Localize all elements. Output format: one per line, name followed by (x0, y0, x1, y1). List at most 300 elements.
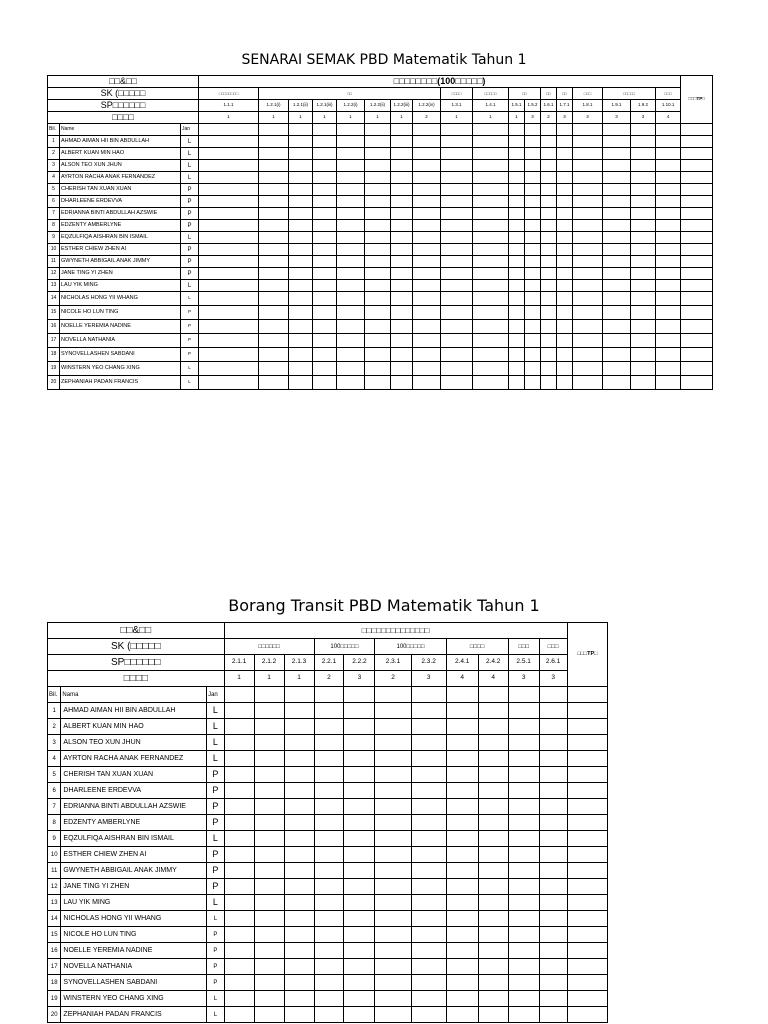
mark-cell[interactable] (478, 895, 508, 911)
mark-cell[interactable] (557, 280, 573, 292)
mark-cell[interactable] (573, 256, 603, 268)
mark-cell[interactable] (631, 280, 656, 292)
mark-cell[interactable] (411, 895, 446, 911)
mark-cell[interactable] (254, 847, 284, 863)
mark-cell[interactable] (446, 767, 478, 783)
mark-cell[interactable] (681, 268, 713, 280)
mark-cell[interactable] (313, 220, 337, 232)
mark-cell[interactable] (446, 831, 478, 847)
mark-cell[interactable] (525, 292, 541, 306)
empty-cell[interactable] (631, 124, 656, 136)
mark-cell[interactable] (539, 751, 567, 767)
mark-cell[interactable] (681, 172, 713, 184)
mark-cell[interactable] (413, 148, 441, 160)
mark-cell[interactable] (509, 376, 525, 390)
mark-cell[interactable] (365, 334, 391, 348)
mark-cell[interactable] (478, 767, 508, 783)
mark-cell[interactable] (313, 348, 337, 362)
mark-cell[interactable] (259, 306, 289, 320)
empty-cell[interactable] (224, 687, 254, 703)
mark-cell[interactable] (375, 991, 411, 1007)
mark-cell[interactable] (199, 362, 259, 376)
empty-cell[interactable] (525, 124, 541, 136)
mark-cell[interactable] (441, 208, 473, 220)
mark-cell[interactable] (656, 256, 681, 268)
mark-cell[interactable] (254, 879, 284, 895)
mark-cell[interactable] (539, 911, 567, 927)
mark-cell[interactable] (199, 376, 259, 390)
mark-cell[interactable] (284, 703, 314, 719)
mark-cell[interactable] (478, 831, 508, 847)
mark-cell[interactable] (391, 320, 413, 334)
mark-cell[interactable] (681, 280, 713, 292)
mark-cell[interactable] (289, 208, 313, 220)
mark-cell[interactable] (539, 703, 567, 719)
mark-cell[interactable] (413, 196, 441, 208)
mark-cell[interactable] (557, 196, 573, 208)
mark-cell[interactable] (478, 799, 508, 815)
mark-cell[interactable] (313, 196, 337, 208)
mark-cell[interactable] (567, 943, 607, 959)
mark-cell[interactable] (603, 362, 631, 376)
mark-cell[interactable] (525, 184, 541, 196)
mark-cell[interactable] (539, 895, 567, 911)
mark-cell[interactable] (508, 959, 539, 975)
mark-cell[interactable] (573, 292, 603, 306)
mark-cell[interactable] (313, 292, 337, 306)
mark-cell[interactable] (539, 975, 567, 991)
mark-cell[interactable] (314, 799, 344, 815)
mark-cell[interactable] (656, 320, 681, 334)
mark-cell[interactable] (539, 831, 567, 847)
mark-cell[interactable] (441, 172, 473, 184)
mark-cell[interactable] (375, 911, 411, 927)
mark-cell[interactable] (567, 975, 607, 991)
mark-cell[interactable] (573, 376, 603, 390)
mark-cell[interactable] (284, 799, 314, 815)
mark-cell[interactable] (289, 306, 313, 320)
mark-cell[interactable] (441, 268, 473, 280)
mark-cell[interactable] (314, 991, 344, 1007)
empty-cell[interactable] (259, 124, 289, 136)
mark-cell[interactable] (631, 268, 656, 280)
mark-cell[interactable] (541, 256, 557, 268)
mark-cell[interactable] (508, 975, 539, 991)
mark-cell[interactable] (541, 362, 557, 376)
mark-cell[interactable] (567, 751, 607, 767)
mark-cell[interactable] (199, 232, 259, 244)
mark-cell[interactable] (259, 334, 289, 348)
mark-cell[interactable] (603, 172, 631, 184)
mark-cell[interactable] (411, 863, 446, 879)
mark-cell[interactable] (573, 232, 603, 244)
mark-cell[interactable] (337, 244, 365, 256)
mark-cell[interactable] (557, 292, 573, 306)
mark-cell[interactable] (411, 703, 446, 719)
mark-cell[interactable] (508, 927, 539, 943)
mark-cell[interactable] (284, 751, 314, 767)
mark-cell[interactable] (199, 196, 259, 208)
mark-cell[interactable] (681, 184, 713, 196)
mark-cell[interactable] (681, 306, 713, 320)
mark-cell[interactable] (259, 196, 289, 208)
empty-cell[interactable] (411, 687, 446, 703)
mark-cell[interactable] (337, 362, 365, 376)
mark-cell[interactable] (541, 136, 557, 148)
mark-cell[interactable] (541, 160, 557, 172)
mark-cell[interactable] (224, 831, 254, 847)
mark-cell[interactable] (567, 815, 607, 831)
mark-cell[interactable] (224, 703, 254, 719)
mark-cell[interactable] (199, 208, 259, 220)
mark-cell[interactable] (509, 208, 525, 220)
mark-cell[interactable] (391, 306, 413, 320)
mark-cell[interactable] (344, 943, 375, 959)
mark-cell[interactable] (199, 348, 259, 362)
mark-cell[interactable] (508, 767, 539, 783)
mark-cell[interactable] (337, 208, 365, 220)
mark-cell[interactable] (681, 160, 713, 172)
mark-cell[interactable] (289, 196, 313, 208)
mark-cell[interactable] (567, 799, 607, 815)
mark-cell[interactable] (541, 172, 557, 184)
mark-cell[interactable] (224, 767, 254, 783)
mark-cell[interactable] (567, 719, 607, 735)
mark-cell[interactable] (681, 196, 713, 208)
mark-cell[interactable] (344, 991, 375, 1007)
mark-cell[interactable] (557, 220, 573, 232)
mark-cell[interactable] (313, 268, 337, 280)
mark-cell[interactable] (603, 196, 631, 208)
mark-cell[interactable] (525, 196, 541, 208)
mark-cell[interactable] (525, 172, 541, 184)
mark-cell[interactable] (413, 320, 441, 334)
mark-cell[interactable] (365, 268, 391, 280)
mark-cell[interactable] (525, 220, 541, 232)
mark-cell[interactable] (603, 208, 631, 220)
empty-cell[interactable] (509, 124, 525, 136)
mark-cell[interactable] (573, 172, 603, 184)
mark-cell[interactable] (313, 256, 337, 268)
empty-cell[interactable] (199, 124, 259, 136)
mark-cell[interactable] (259, 244, 289, 256)
mark-cell[interactable] (557, 306, 573, 320)
mark-cell[interactable] (391, 136, 413, 148)
mark-cell[interactable] (539, 799, 567, 815)
mark-cell[interactable] (284, 991, 314, 1007)
empty-cell[interactable] (289, 124, 313, 136)
mark-cell[interactable] (289, 244, 313, 256)
mark-cell[interactable] (541, 268, 557, 280)
mark-cell[interactable] (446, 719, 478, 735)
mark-cell[interactable] (224, 735, 254, 751)
mark-cell[interactable] (365, 220, 391, 232)
mark-cell[interactable] (254, 831, 284, 847)
mark-cell[interactable] (541, 232, 557, 244)
mark-cell[interactable] (567, 959, 607, 975)
empty-cell[interactable] (284, 687, 314, 703)
mark-cell[interactable] (365, 148, 391, 160)
mark-cell[interactable] (365, 208, 391, 220)
mark-cell[interactable] (284, 927, 314, 943)
mark-cell[interactable] (224, 751, 254, 767)
mark-cell[interactable] (508, 783, 539, 799)
mark-cell[interactable] (375, 943, 411, 959)
empty-cell[interactable] (375, 687, 411, 703)
mark-cell[interactable] (314, 847, 344, 863)
mark-cell[interactable] (478, 863, 508, 879)
mark-cell[interactable] (365, 244, 391, 256)
mark-cell[interactable] (254, 1007, 284, 1023)
mark-cell[interactable] (573, 334, 603, 348)
mark-cell[interactable] (413, 232, 441, 244)
mark-cell[interactable] (314, 735, 344, 751)
mark-cell[interactable] (446, 895, 478, 911)
mark-cell[interactable] (337, 220, 365, 232)
mark-cell[interactable] (603, 280, 631, 292)
empty-cell[interactable] (365, 124, 391, 136)
mark-cell[interactable] (314, 815, 344, 831)
mark-cell[interactable] (441, 306, 473, 320)
mark-cell[interactable] (567, 831, 607, 847)
mark-cell[interactable] (224, 895, 254, 911)
mark-cell[interactable] (557, 334, 573, 348)
mark-cell[interactable] (375, 767, 411, 783)
mark-cell[interactable] (337, 172, 365, 184)
mark-cell[interactable] (509, 160, 525, 172)
mark-cell[interactable] (631, 196, 656, 208)
mark-cell[interactable] (411, 975, 446, 991)
mark-cell[interactable] (411, 943, 446, 959)
mark-cell[interactable] (284, 815, 314, 831)
mark-cell[interactable] (539, 767, 567, 783)
mark-cell[interactable] (259, 184, 289, 196)
mark-cell[interactable] (478, 703, 508, 719)
mark-cell[interactable] (446, 863, 478, 879)
mark-cell[interactable] (313, 148, 337, 160)
mark-cell[interactable] (289, 148, 313, 160)
mark-cell[interactable] (573, 220, 603, 232)
mark-cell[interactable] (289, 268, 313, 280)
mark-cell[interactable] (284, 911, 314, 927)
mark-cell[interactable] (413, 208, 441, 220)
mark-cell[interactable] (289, 160, 313, 172)
mark-cell[interactable] (413, 172, 441, 184)
mark-cell[interactable] (259, 348, 289, 362)
mark-cell[interactable] (573, 280, 603, 292)
mark-cell[interactable] (224, 911, 254, 927)
mark-cell[interactable] (541, 184, 557, 196)
mark-cell[interactable] (509, 292, 525, 306)
mark-cell[interactable] (525, 136, 541, 148)
mark-cell[interactable] (344, 959, 375, 975)
mark-cell[interactable] (508, 911, 539, 927)
empty-cell[interactable] (313, 124, 337, 136)
mark-cell[interactable] (473, 362, 509, 376)
empty-cell[interactable] (603, 124, 631, 136)
mark-cell[interactable] (289, 136, 313, 148)
mark-cell[interactable] (314, 751, 344, 767)
mark-cell[interactable] (413, 306, 441, 320)
mark-cell[interactable] (289, 256, 313, 268)
mark-cell[interactable] (557, 160, 573, 172)
mark-cell[interactable] (541, 376, 557, 390)
mark-cell[interactable] (656, 196, 681, 208)
mark-cell[interactable] (473, 208, 509, 220)
mark-cell[interactable] (344, 895, 375, 911)
mark-cell[interactable] (254, 751, 284, 767)
mark-cell[interactable] (337, 334, 365, 348)
mark-cell[interactable] (337, 320, 365, 334)
mark-cell[interactable] (344, 815, 375, 831)
empty-cell[interactable] (441, 124, 473, 136)
mark-cell[interactable] (509, 268, 525, 280)
mark-cell[interactable] (254, 735, 284, 751)
mark-cell[interactable] (391, 184, 413, 196)
mark-cell[interactable] (337, 280, 365, 292)
mark-cell[interactable] (391, 256, 413, 268)
mark-cell[interactable] (446, 751, 478, 767)
mark-cell[interactable] (224, 1007, 254, 1023)
mark-cell[interactable] (411, 847, 446, 863)
mark-cell[interactable] (391, 220, 413, 232)
mark-cell[interactable] (413, 244, 441, 256)
mark-cell[interactable] (446, 815, 478, 831)
empty-cell[interactable] (314, 687, 344, 703)
mark-cell[interactable] (313, 334, 337, 348)
mark-cell[interactable] (603, 306, 631, 320)
mark-cell[interactable] (473, 334, 509, 348)
mark-cell[interactable] (259, 376, 289, 390)
mark-cell[interactable] (567, 703, 607, 719)
mark-cell[interactable] (365, 320, 391, 334)
mark-cell[interactable] (441, 376, 473, 390)
mark-cell[interactable] (446, 975, 478, 991)
mark-cell[interactable] (337, 348, 365, 362)
mark-cell[interactable] (375, 895, 411, 911)
mark-cell[interactable] (259, 160, 289, 172)
mark-cell[interactable] (446, 959, 478, 975)
mark-cell[interactable] (224, 879, 254, 895)
mark-cell[interactable] (478, 959, 508, 975)
mark-cell[interactable] (681, 208, 713, 220)
mark-cell[interactable] (681, 376, 713, 390)
mark-cell[interactable] (603, 320, 631, 334)
mark-cell[interactable] (337, 160, 365, 172)
mark-cell[interactable] (473, 306, 509, 320)
mark-cell[interactable] (413, 334, 441, 348)
mark-cell[interactable] (573, 320, 603, 334)
mark-cell[interactable] (313, 320, 337, 334)
mark-cell[interactable] (259, 172, 289, 184)
mark-cell[interactable] (573, 348, 603, 362)
mark-cell[interactable] (284, 735, 314, 751)
mark-cell[interactable] (254, 719, 284, 735)
mark-cell[interactable] (365, 348, 391, 362)
mark-cell[interactable] (411, 959, 446, 975)
mark-cell[interactable] (557, 256, 573, 268)
mark-cell[interactable] (411, 799, 446, 815)
mark-cell[interactable] (314, 831, 344, 847)
mark-cell[interactable] (441, 136, 473, 148)
mark-cell[interactable] (391, 232, 413, 244)
mark-cell[interactable] (603, 244, 631, 256)
mark-cell[interactable] (254, 783, 284, 799)
mark-cell[interactable] (411, 927, 446, 943)
mark-cell[interactable] (656, 208, 681, 220)
mark-cell[interactable] (541, 320, 557, 334)
mark-cell[interactable] (284, 847, 314, 863)
mark-cell[interactable] (478, 1007, 508, 1023)
mark-cell[interactable] (284, 943, 314, 959)
mark-cell[interactable] (289, 172, 313, 184)
mark-cell[interactable] (254, 703, 284, 719)
mark-cell[interactable] (413, 268, 441, 280)
mark-cell[interactable] (567, 927, 607, 943)
mark-cell[interactable] (289, 280, 313, 292)
mark-cell[interactable] (254, 767, 284, 783)
mark-cell[interactable] (473, 172, 509, 184)
mark-cell[interactable] (224, 959, 254, 975)
mark-cell[interactable] (509, 196, 525, 208)
mark-cell[interactable] (313, 244, 337, 256)
mark-cell[interactable] (375, 719, 411, 735)
mark-cell[interactable] (284, 863, 314, 879)
mark-cell[interactable] (525, 244, 541, 256)
mark-cell[interactable] (375, 751, 411, 767)
mark-cell[interactable] (567, 783, 607, 799)
mark-cell[interactable] (656, 148, 681, 160)
mark-cell[interactable] (344, 831, 375, 847)
mark-cell[interactable] (539, 991, 567, 1007)
mark-cell[interactable] (284, 783, 314, 799)
mark-cell[interactable] (199, 320, 259, 334)
mark-cell[interactable] (224, 719, 254, 735)
mark-cell[interactable] (509, 220, 525, 232)
mark-cell[interactable] (525, 376, 541, 390)
mark-cell[interactable] (567, 895, 607, 911)
mark-cell[interactable] (375, 815, 411, 831)
mark-cell[interactable] (199, 280, 259, 292)
mark-cell[interactable] (525, 148, 541, 160)
mark-cell[interactable] (391, 292, 413, 306)
mark-cell[interactable] (478, 815, 508, 831)
mark-cell[interactable] (365, 376, 391, 390)
mark-cell[interactable] (557, 376, 573, 390)
mark-cell[interactable] (314, 783, 344, 799)
mark-cell[interactable] (446, 735, 478, 751)
mark-cell[interactable] (337, 148, 365, 160)
mark-cell[interactable] (508, 735, 539, 751)
mark-cell[interactable] (344, 767, 375, 783)
mark-cell[interactable] (199, 268, 259, 280)
mark-cell[interactable] (259, 220, 289, 232)
mark-cell[interactable] (199, 220, 259, 232)
mark-cell[interactable] (508, 703, 539, 719)
mark-cell[interactable] (413, 184, 441, 196)
mark-cell[interactable] (509, 320, 525, 334)
mark-cell[interactable] (365, 362, 391, 376)
mark-cell[interactable] (631, 348, 656, 362)
mark-cell[interactable] (631, 244, 656, 256)
mark-cell[interactable] (478, 879, 508, 895)
empty-cell[interactable] (539, 687, 567, 703)
mark-cell[interactable] (631, 362, 656, 376)
mark-cell[interactable] (539, 1007, 567, 1023)
mark-cell[interactable] (573, 196, 603, 208)
mark-cell[interactable] (473, 232, 509, 244)
mark-cell[interactable] (573, 244, 603, 256)
